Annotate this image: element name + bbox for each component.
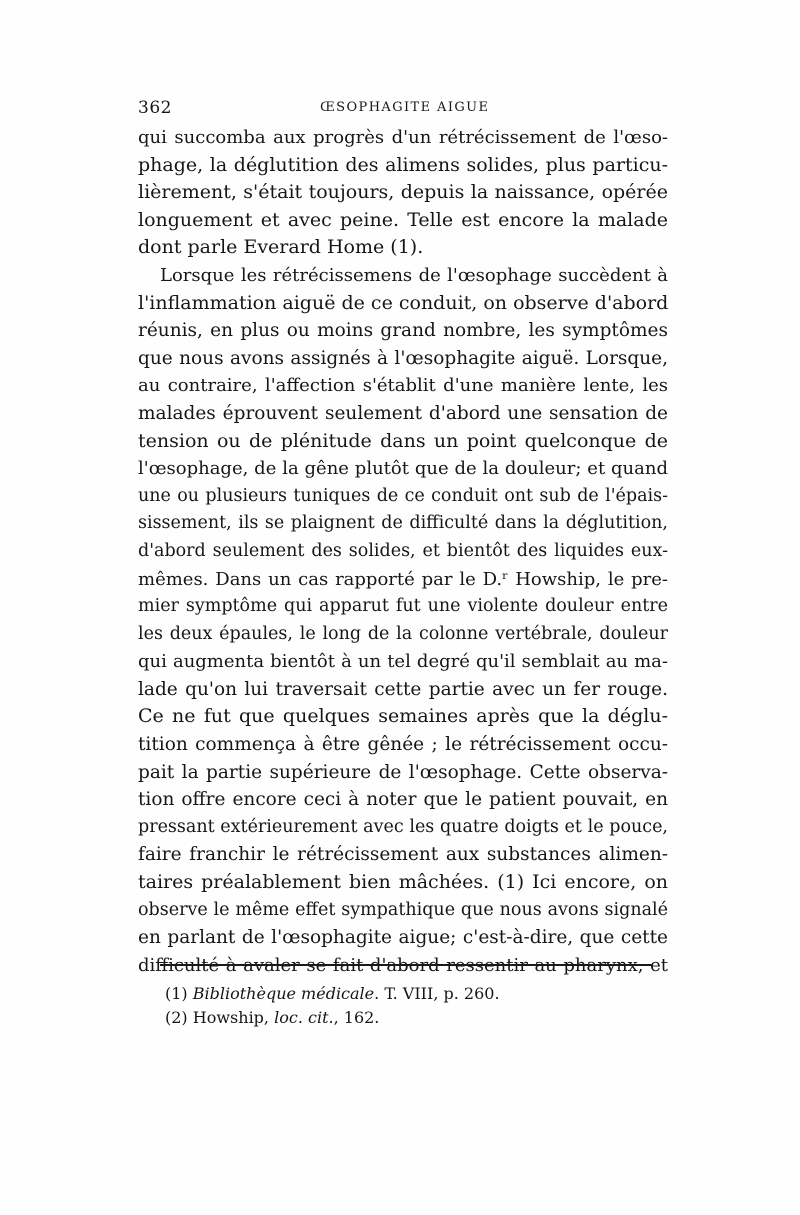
footnote-divider xyxy=(160,964,652,966)
text-line: au contraire, l'affection s'établit d'une manière lente, les xyxy=(138,375,668,397)
footnote-title: loc. cit. xyxy=(274,1008,334,1027)
text-line: tion offre encore ceci à noter que le patient pouvait, en xyxy=(138,789,668,811)
footnote-2 xyxy=(165,1006,585,1030)
text-line: qui succomba aux progrès d'un rétrécissement de l'œso- xyxy=(138,127,668,148)
text-line: phage, la déglutition des alimens solides, plus particu- xyxy=(138,153,668,176)
text-line: réunis, en plus ou moins grand nombre, les symptômes xyxy=(138,320,668,342)
text-line: mêmes. Dans un cas rapporté par le D.ʳ Howship, le pre- xyxy=(138,568,668,590)
text-line: longuement et avec peine. Telle est encore la malade xyxy=(138,208,668,231)
footnotes xyxy=(165,982,585,1030)
text-line: une ou plusieurs tuniques de ce conduit ont sub de l'épais- xyxy=(138,485,668,506)
text-line: tition commença à être gênée ; le rétrécissement occu- xyxy=(138,734,668,756)
text-line: malades éprouvent seulement d'abord une sensation de xyxy=(138,402,668,424)
text-line: d'abord seulement des solides, et bientôt des liquides eux- xyxy=(138,540,668,561)
running-head: ŒSOPHAGITE AIGUE xyxy=(320,100,490,115)
text-line: Ce ne fut que quelques semaines après que la déglu- xyxy=(138,705,668,728)
footnote-1 xyxy=(165,982,585,1006)
text-line: qui augmenta bientôt à un tel degré qu'il semblait au ma- xyxy=(138,651,668,673)
text-line: l'inflammation aiguë de ce conduit, on observe d'abord xyxy=(138,291,669,314)
page-number: 362 xyxy=(138,98,172,118)
text-line: dont parle Everard Home (1). xyxy=(138,236,424,259)
text-line: l'œsophage, de la gêne plutôt que de la douleur; et quand xyxy=(138,458,668,480)
footnote-reference: , 162. xyxy=(333,1008,380,1027)
footnote-marker: (2) xyxy=(165,1008,188,1027)
text-line: taires préalablement bien mâchées. (1) Ici encore, on xyxy=(138,871,668,894)
text-line: observe le même effet sympathique que nous avons signalé xyxy=(138,899,668,920)
text-line: pait la partie supérieure de l'œsophage. Cette observa- xyxy=(138,761,668,783)
text-line: sissement, ils se plaignent de difficulté dans la déglutition, xyxy=(138,513,668,534)
footnote-marker: (1) xyxy=(165,984,188,1003)
page-header xyxy=(138,98,668,122)
text-line: faire franchir le rétrécissement aux substances alimen- xyxy=(138,844,668,866)
text-line: pressant extérieurement avec les quatre doigts et le pouce, xyxy=(138,816,668,837)
text-line: mier symptôme qui apparut fut une violente douleur entre xyxy=(138,596,668,617)
footnote-reference: . T. VIII, p. 260. xyxy=(374,984,500,1003)
text-line: lade qu'on lui traversait cette partie avec un fer rouge. xyxy=(138,678,668,700)
text-line: que nous avons assignés à l'œsophagite aiguë. Lorsque, xyxy=(138,347,668,369)
text-line: tension ou de plénitude dans un point quelconque de xyxy=(138,429,668,452)
text-line: en parlant de l'œsophagite aigue; c'est-à-dire, que cette xyxy=(138,927,668,949)
footnote-author: Howship, xyxy=(192,1008,270,1027)
main-text xyxy=(138,124,668,979)
text-line: difficulté à avaler se fait d'abord ressentir au pharynx, et xyxy=(138,954,668,976)
text-line: lièrement, s'était toujours, depuis la naissance, opérée xyxy=(138,181,668,204)
text-line: les deux épaules, le long de la colonne vertébrale, douleur xyxy=(138,623,668,644)
paragraph-start-line: Lorsque les rétrécissemens de l'œsophage succèdent à xyxy=(160,264,668,286)
footnote-title: Bibliothèque médicale xyxy=(192,984,375,1003)
